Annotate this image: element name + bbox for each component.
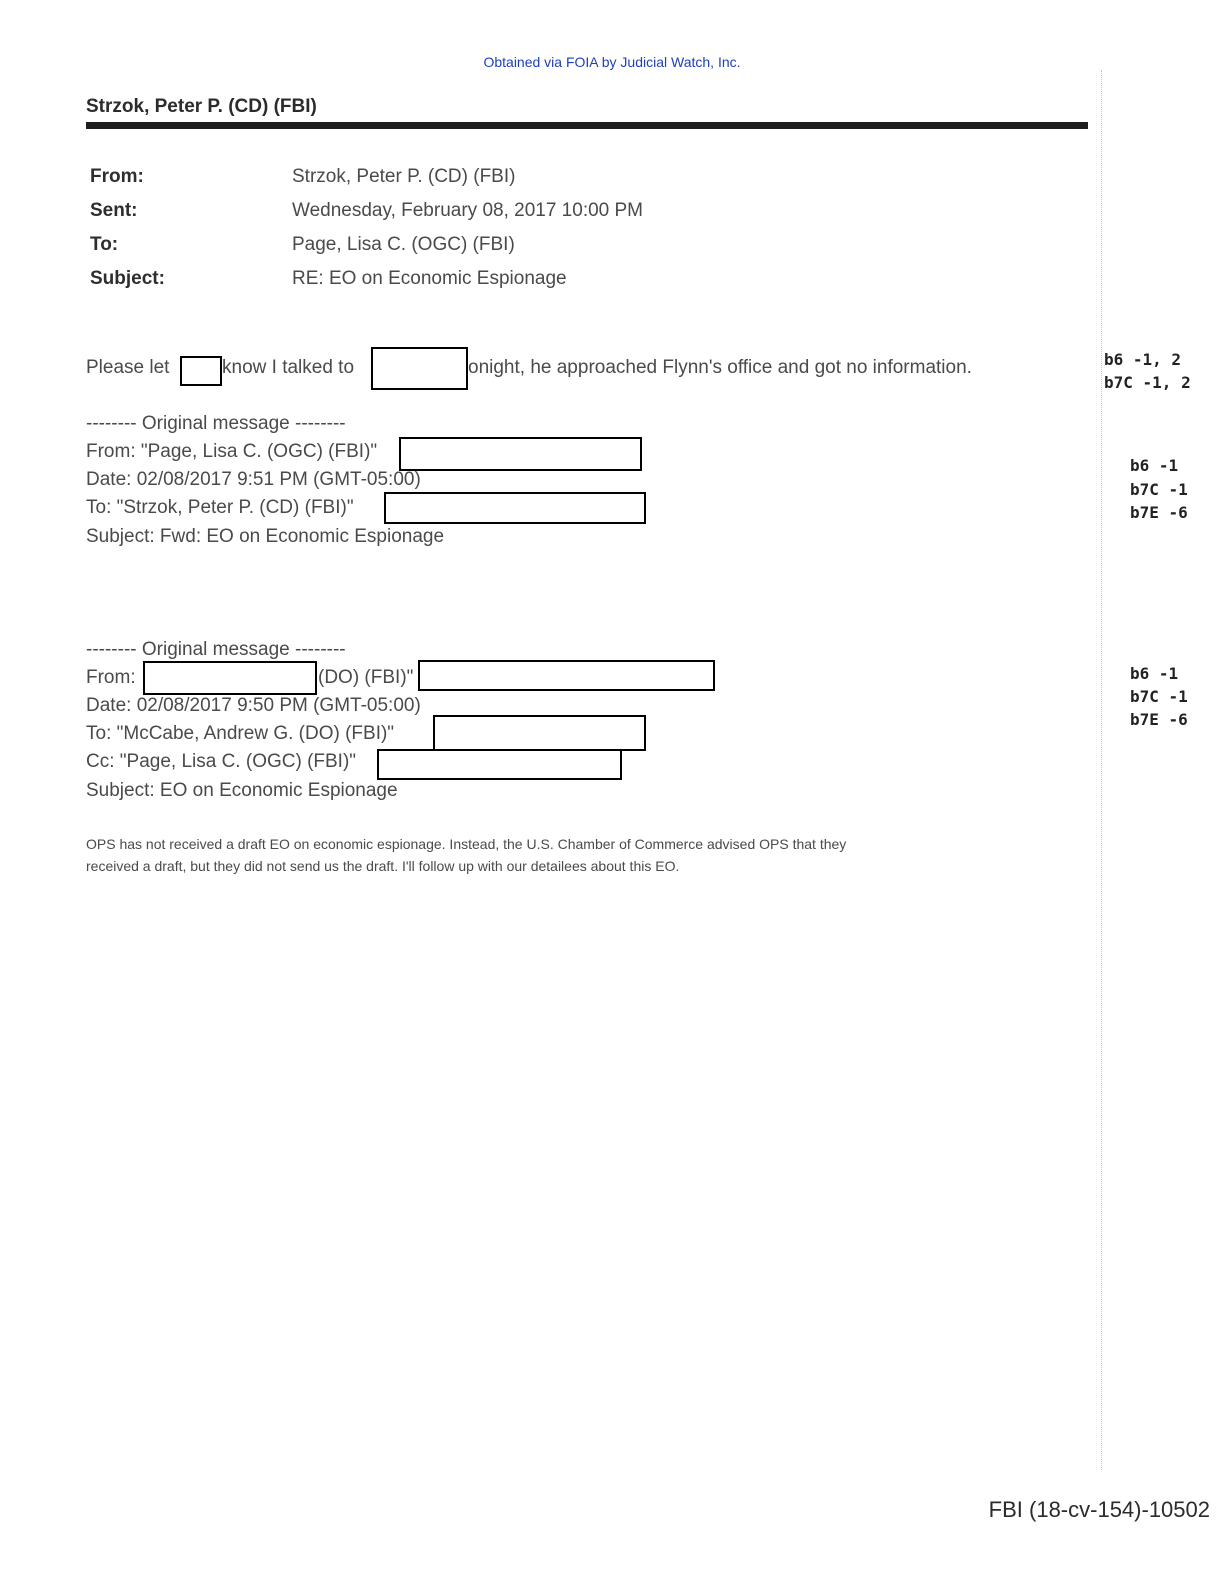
exemption-code: b6 -1: [1130, 456, 1179, 475]
sent-value: Wednesday, February 08, 2017 10:00 PM: [292, 200, 644, 221]
margin-line: [1101, 70, 1102, 1470]
bates-number: FBI (18-cv-154)-10502: [988, 1497, 1210, 1522]
message1-subject: Subject: Fwd: EO on Economic Espionage: [86, 526, 445, 547]
subject-label: Subject:: [90, 268, 165, 289]
sender-name-heading: Strzok, Peter P. (CD) (FBI): [86, 96, 317, 117]
foia-watermark: Obtained via FOIA by Judicial Watch, Inc.: [483, 54, 741, 70]
exemption-code: b6 -1, 2: [1104, 350, 1182, 369]
header-divider: [86, 122, 1088, 129]
message2-from-prefix: From:: [86, 667, 136, 688]
redaction-box: [433, 715, 646, 751]
exemption-code: b6 -1: [1130, 664, 1179, 683]
message2-date: Date: 02/08/2017 9:50 PM (GMT-05:00): [86, 695, 421, 716]
message2-body-line: OPS has not received a draft EO on economic espionage. Instead, the U.S. Chamber of Commerce advised OPS that they: [86, 836, 847, 852]
message1-date: Date: 02/08/2017 9:51 PM (GMT-05:00): [86, 469, 421, 490]
redaction-box: [384, 492, 646, 524]
message2-subject: Subject: EO on Economic Espionage: [86, 780, 398, 801]
exemption-code: b7E -6: [1130, 710, 1188, 729]
message1-from: From: "Page, Lisa C. (OGC) (FBI)": [86, 441, 378, 462]
message2-from-suffix: (DO) (FBI)": [318, 667, 414, 688]
subject-value: RE: EO on Economic Espionage: [292, 268, 567, 289]
message2-to: To: "McCabe, Andrew G. (DO) (FBI)": [86, 723, 395, 744]
body-text-part2: know I talked to: [222, 357, 355, 378]
redaction-box: [399, 437, 642, 471]
body-text-part1: Please let: [86, 357, 170, 378]
message2-cc: Cc: "Page, Lisa C. (OGC) (FBI)": [86, 751, 357, 772]
exemption-code: b7C -1: [1130, 480, 1188, 499]
original-message-divider: -------- Original message --------: [86, 413, 346, 434]
from-label: From:: [90, 166, 144, 187]
redaction-box: [418, 660, 715, 691]
exemption-code: b7C -1, 2: [1104, 373, 1191, 392]
exemption-code: b7E -6: [1130, 503, 1188, 522]
exemption-code: b7C -1: [1130, 687, 1188, 706]
redaction-box: [143, 661, 317, 695]
to-value: Page, Lisa C. (OGC) (FBI): [292, 234, 515, 255]
message2-body-line: received a draft, but they did not send us the draft. I'll follow up with our detailees about this EO.: [86, 858, 680, 874]
to-label: To:: [90, 234, 119, 255]
redaction-box: [371, 347, 468, 390]
original-message-divider: -------- Original message --------: [86, 639, 346, 660]
redaction-box: [377, 749, 622, 780]
redaction-box: [180, 356, 222, 386]
sent-label: Sent:: [90, 200, 138, 221]
from-value: Strzok, Peter P. (CD) (FBI): [292, 166, 516, 187]
body-text-part3: onight, he approached Flynn's office and got no information.: [468, 357, 972, 378]
message1-to: To: "Strzok, Peter P. (CD) (FBI)": [86, 497, 354, 518]
